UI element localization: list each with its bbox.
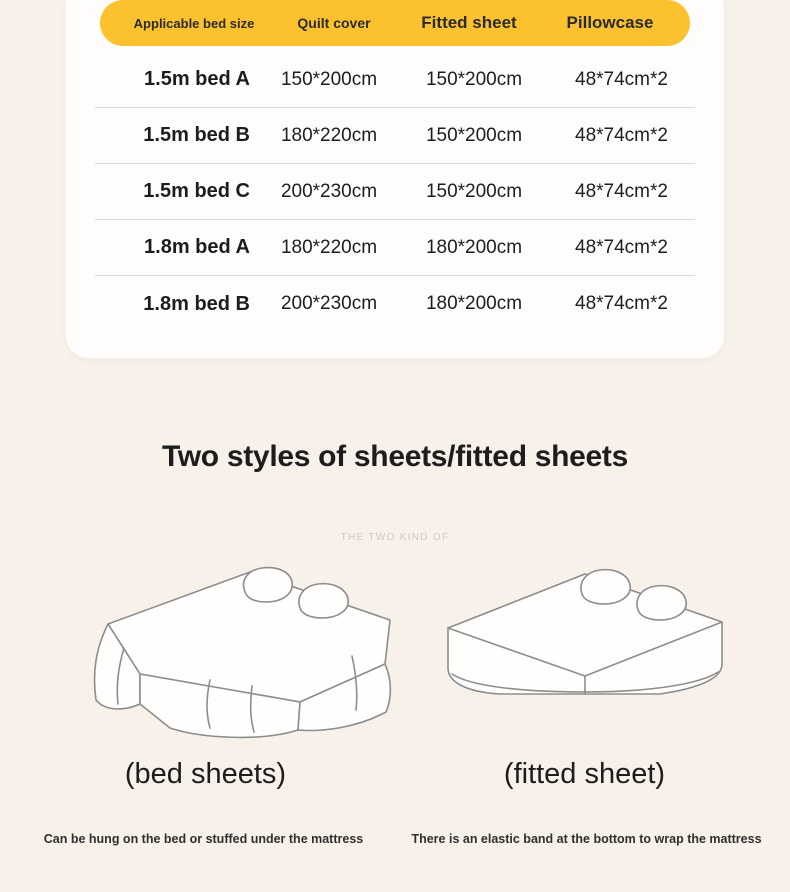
cell-pillowcase: 48*74cm*2 [575,236,668,258]
cell-bed-size: 1.5m bed B [143,124,250,146]
column-header-quilt-cover: Quilt cover [297,15,371,31]
bed-illustrations-svg [0,552,790,752]
cell-pillowcase: 48*74cm*2 [575,293,668,314]
section-sub-label: THE TWO KIND OF [340,532,450,543]
cell-fitted-sheet: 150*200cm [425,68,523,90]
note-bed-sheets: Can be hung on the bed or stuffed under the mattress [43,832,364,846]
note-fitted-sheet: There is an elastic band at the bottom to wrap the mattress [411,832,762,846]
cell-fitted-sheet: 150*200cm [425,180,523,202]
cell-fitted-sheet: 150*200cm [425,124,523,146]
cell-quilt-cover: 200*230cm [280,180,378,202]
bed-sheet-icon [95,568,391,738]
cell-quilt-cover: 180*220cm [280,236,378,258]
column-header-bed-size: Applicable bed size [133,15,255,31]
cell-bed-size: 1.5m bed A [144,68,250,90]
table-row [95,276,695,332]
cell-quilt-cover: 200*230cm [280,293,378,314]
table-row [95,52,695,108]
table-row [95,164,695,220]
size-table-header-row [100,0,690,46]
cell-bed-size: 1.5m bed C [143,180,250,202]
cell-bed-size: 1.8m bed B [143,292,250,315]
cell-fitted-sheet: 180*200cm [425,236,523,258]
cell-quilt-cover: 180*220cm [280,124,378,146]
caption-bed-sheets: (bed sheets) [124,758,287,790]
column-header-fitted-sheet: Fitted sheet [421,13,517,32]
size-table-body [95,46,695,332]
table-row [95,108,695,164]
section-title: Two styles of sheets/fitted sheets [161,440,629,473]
cell-quilt-cover: 150*200cm [280,68,378,90]
cell-pillowcase: 48*74cm*2 [575,124,668,146]
table-row [95,220,695,276]
size-table-card [66,0,724,358]
cell-bed-size: 1.8m bed A [144,236,250,258]
cell-fitted-sheet: 180*200cm [425,293,523,314]
caption-fitted-sheet: (fitted sheet) [503,758,666,790]
illustrations [0,552,790,752]
column-header-pillowcase: Pillowcase [566,13,654,32]
cell-pillowcase: 48*74cm*2 [575,180,668,202]
cell-pillowcase: 48*74cm*2 [575,68,668,90]
fitted-sheet-icon [448,570,722,694]
